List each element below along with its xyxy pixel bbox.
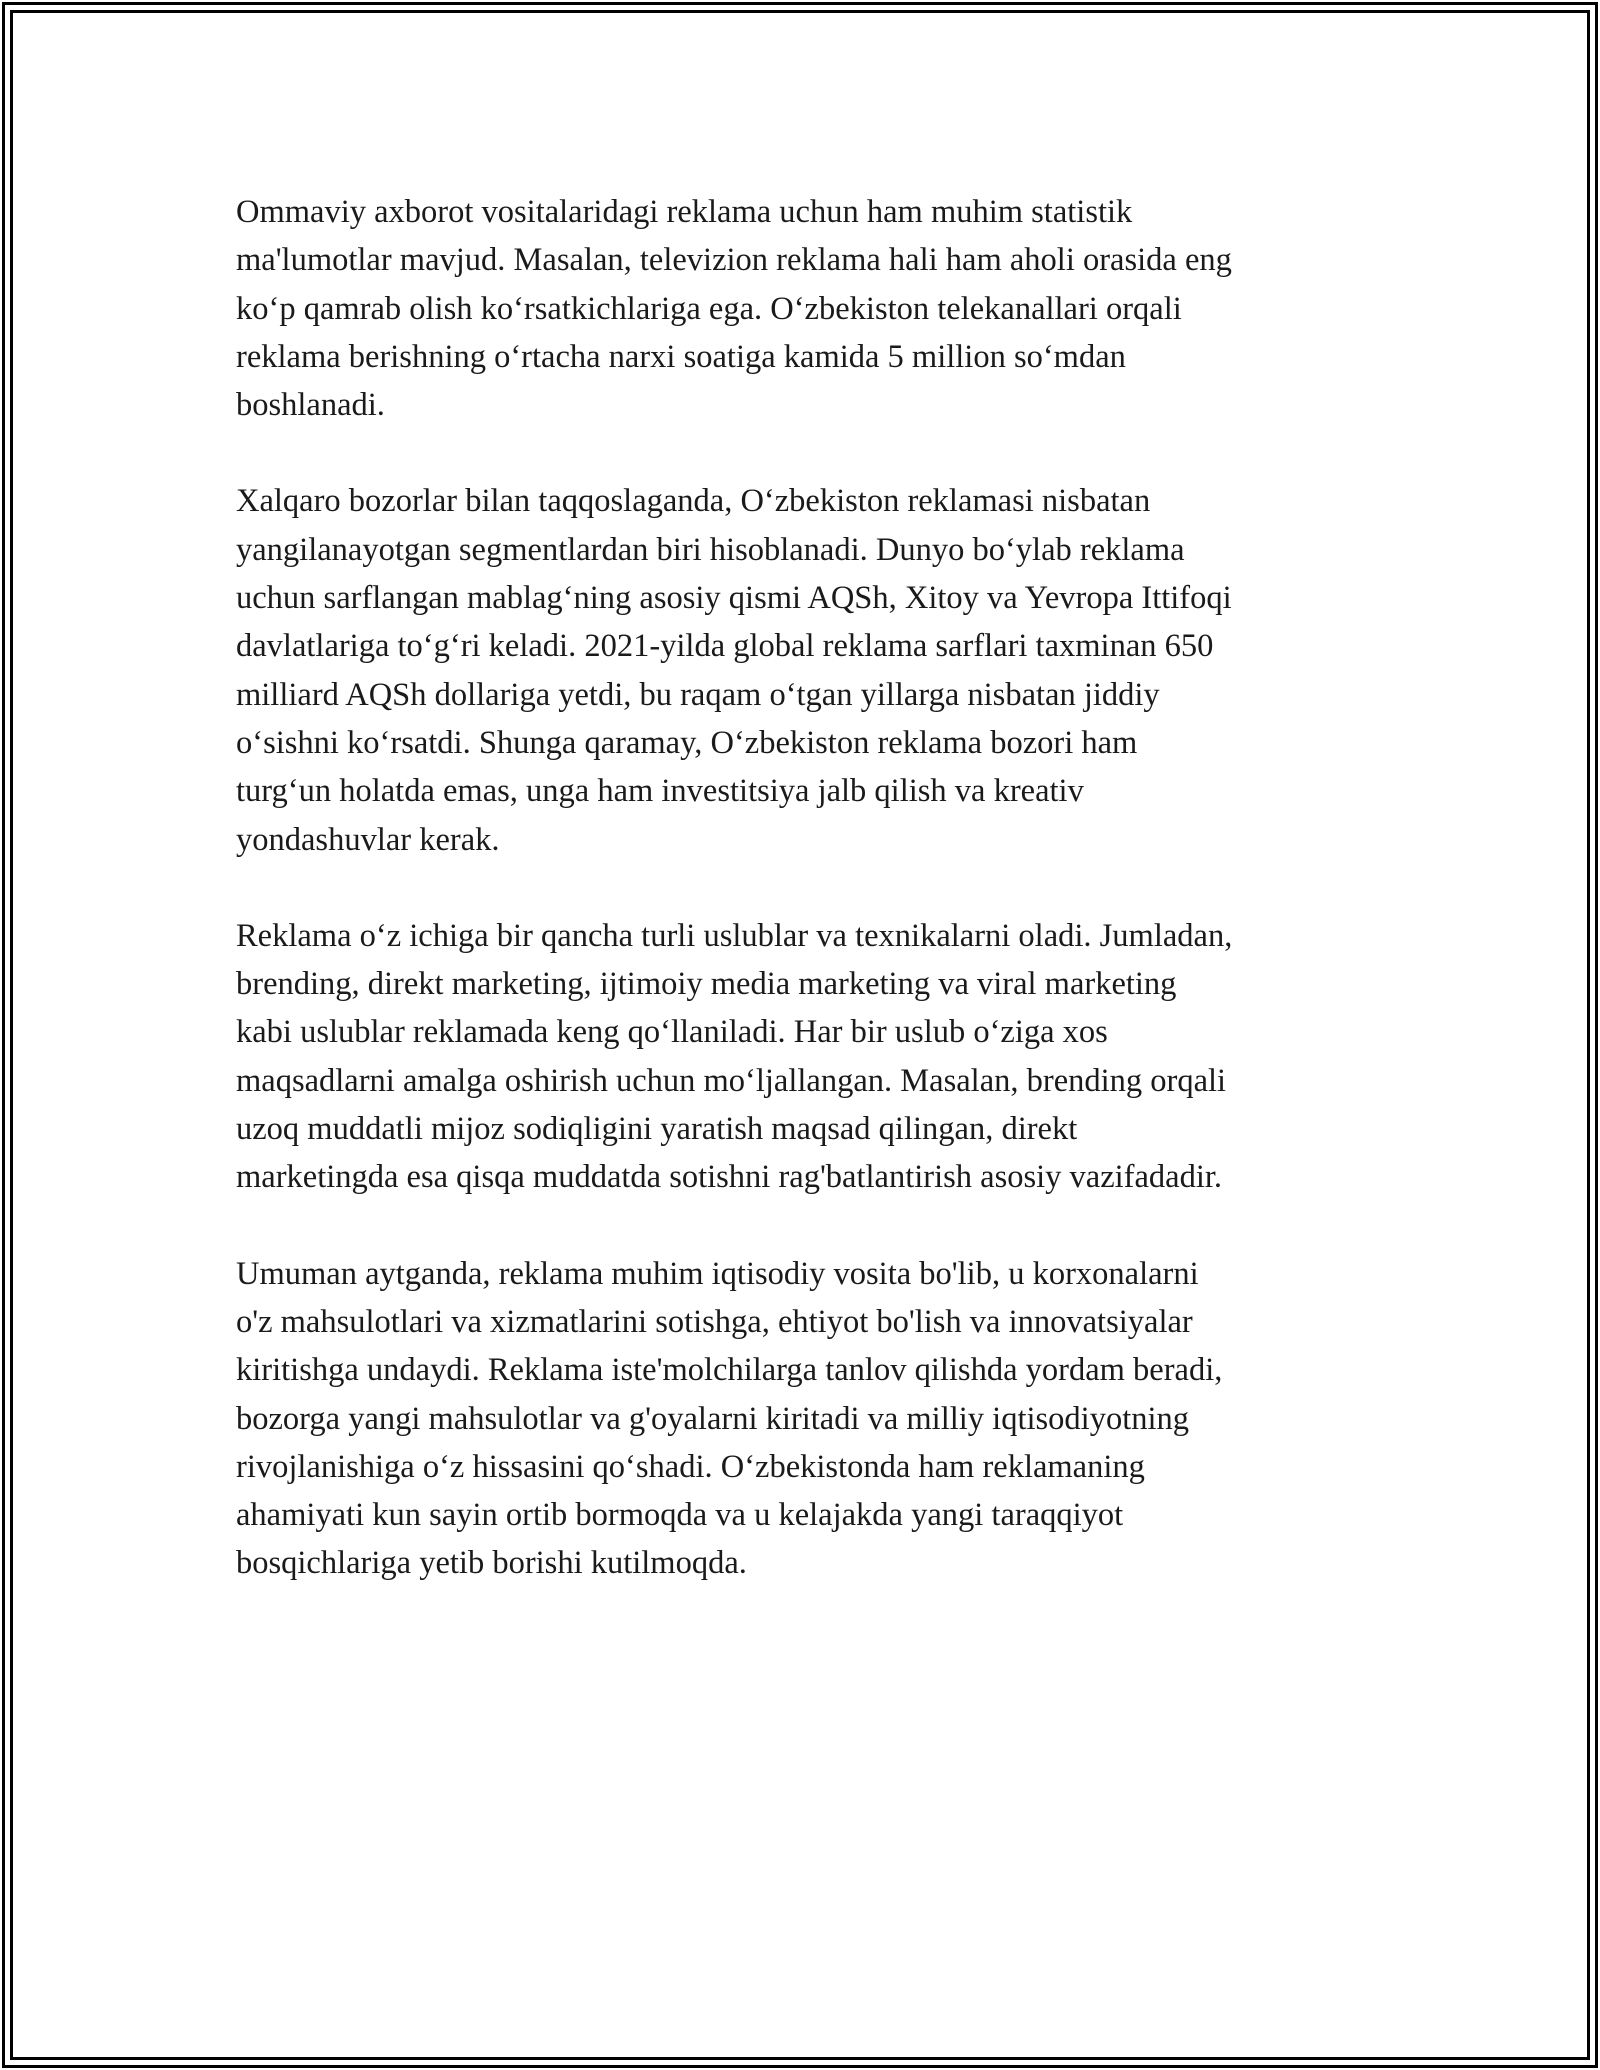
paragraph-media-statistics: Ommaviy axborot vositalaridagi reklama uchun ham muhim statistik ma'lumotlar mavjud. Masalan, televizion reklama hali ham aholi orasida eng ko‘p qamrab olish ko‘rsatkichlariga ega. O‘zbekiston telekanallari orqali reklama berishning o‘rtacha narxi soatiga kamida 5 million so‘mdan boshlanadi. [236,194,1232,424]
paragraph-conclusion: Umuman aytganda, reklama muhim iqtisodiy vosita bo'lib, u korxonalarni o'z mahsulotlari va xizmatlarini sotishga, ehtiyot bo'lish va innovatsiyalar kiritishga undaydi. Reklama iste'molchilarga tanlov qilishda yordam beradi, bozorga yangi mahsulotlar va g'oyalarni kiritadi va milliy iqtisodiyotning rivojlanishiga o‘z hissasini qo‘shadi. O‘zbekistonda ham reklamaning ahamiyati kun sayin ortib bormoqda va u kelajakda yangi taraqqiyot bosqichlariga yetib borishi kutilmoqda. [236,1255,1223,1582]
paragraph-advertising-methods: Reklama o‘z ichiga bir qancha turli uslublar va texnikalarni oladi. Jumladan, brending, direkt marketing, ijtimoiy media marketing va viral marketing kabi uslublar reklamada keng qo‘llaniladi. Har bir uslub o‘ziga xos maqsadlarni amalga oshirish uchun mo‘ljallangan. Masalan, brending orqali uzoq muddatli mijoz sodiqligini yaratish maqsad qilingan, direkt marketingda esa qisqa muddatda sotishni rag'batlantirish asosiy vazifadadir. [236,917,1233,1196]
paragraph-international-comparison: Xalqaro bozorlar bilan taqqoslaganda, O‘zbekiston reklamasi nisbatan yangilanayotgan segmentlardan biri hisoblanadi. Dunyo bo‘ylab reklama uchun sarflangan mablag‘ning asosiy qismi AQSh, Xitoy va Yevropa Ittifoqi davlatlariga to‘g‘ri keladi. 2021-yilda global reklama sarflari taxminan 650 milliard AQSh dollariga yetdi, bu raqam o‘tgan yillarga nisbatan jiddiy o‘sishni ko‘rsatdi. Shunga qaramay, O‘zbekiston reklama bozori ham turg‘un holatda emas, unga ham investitsiya jalb qilish va kreativ yondashuvlar kerak. [236,483,1232,858]
document-body [236,188,1386,1636]
